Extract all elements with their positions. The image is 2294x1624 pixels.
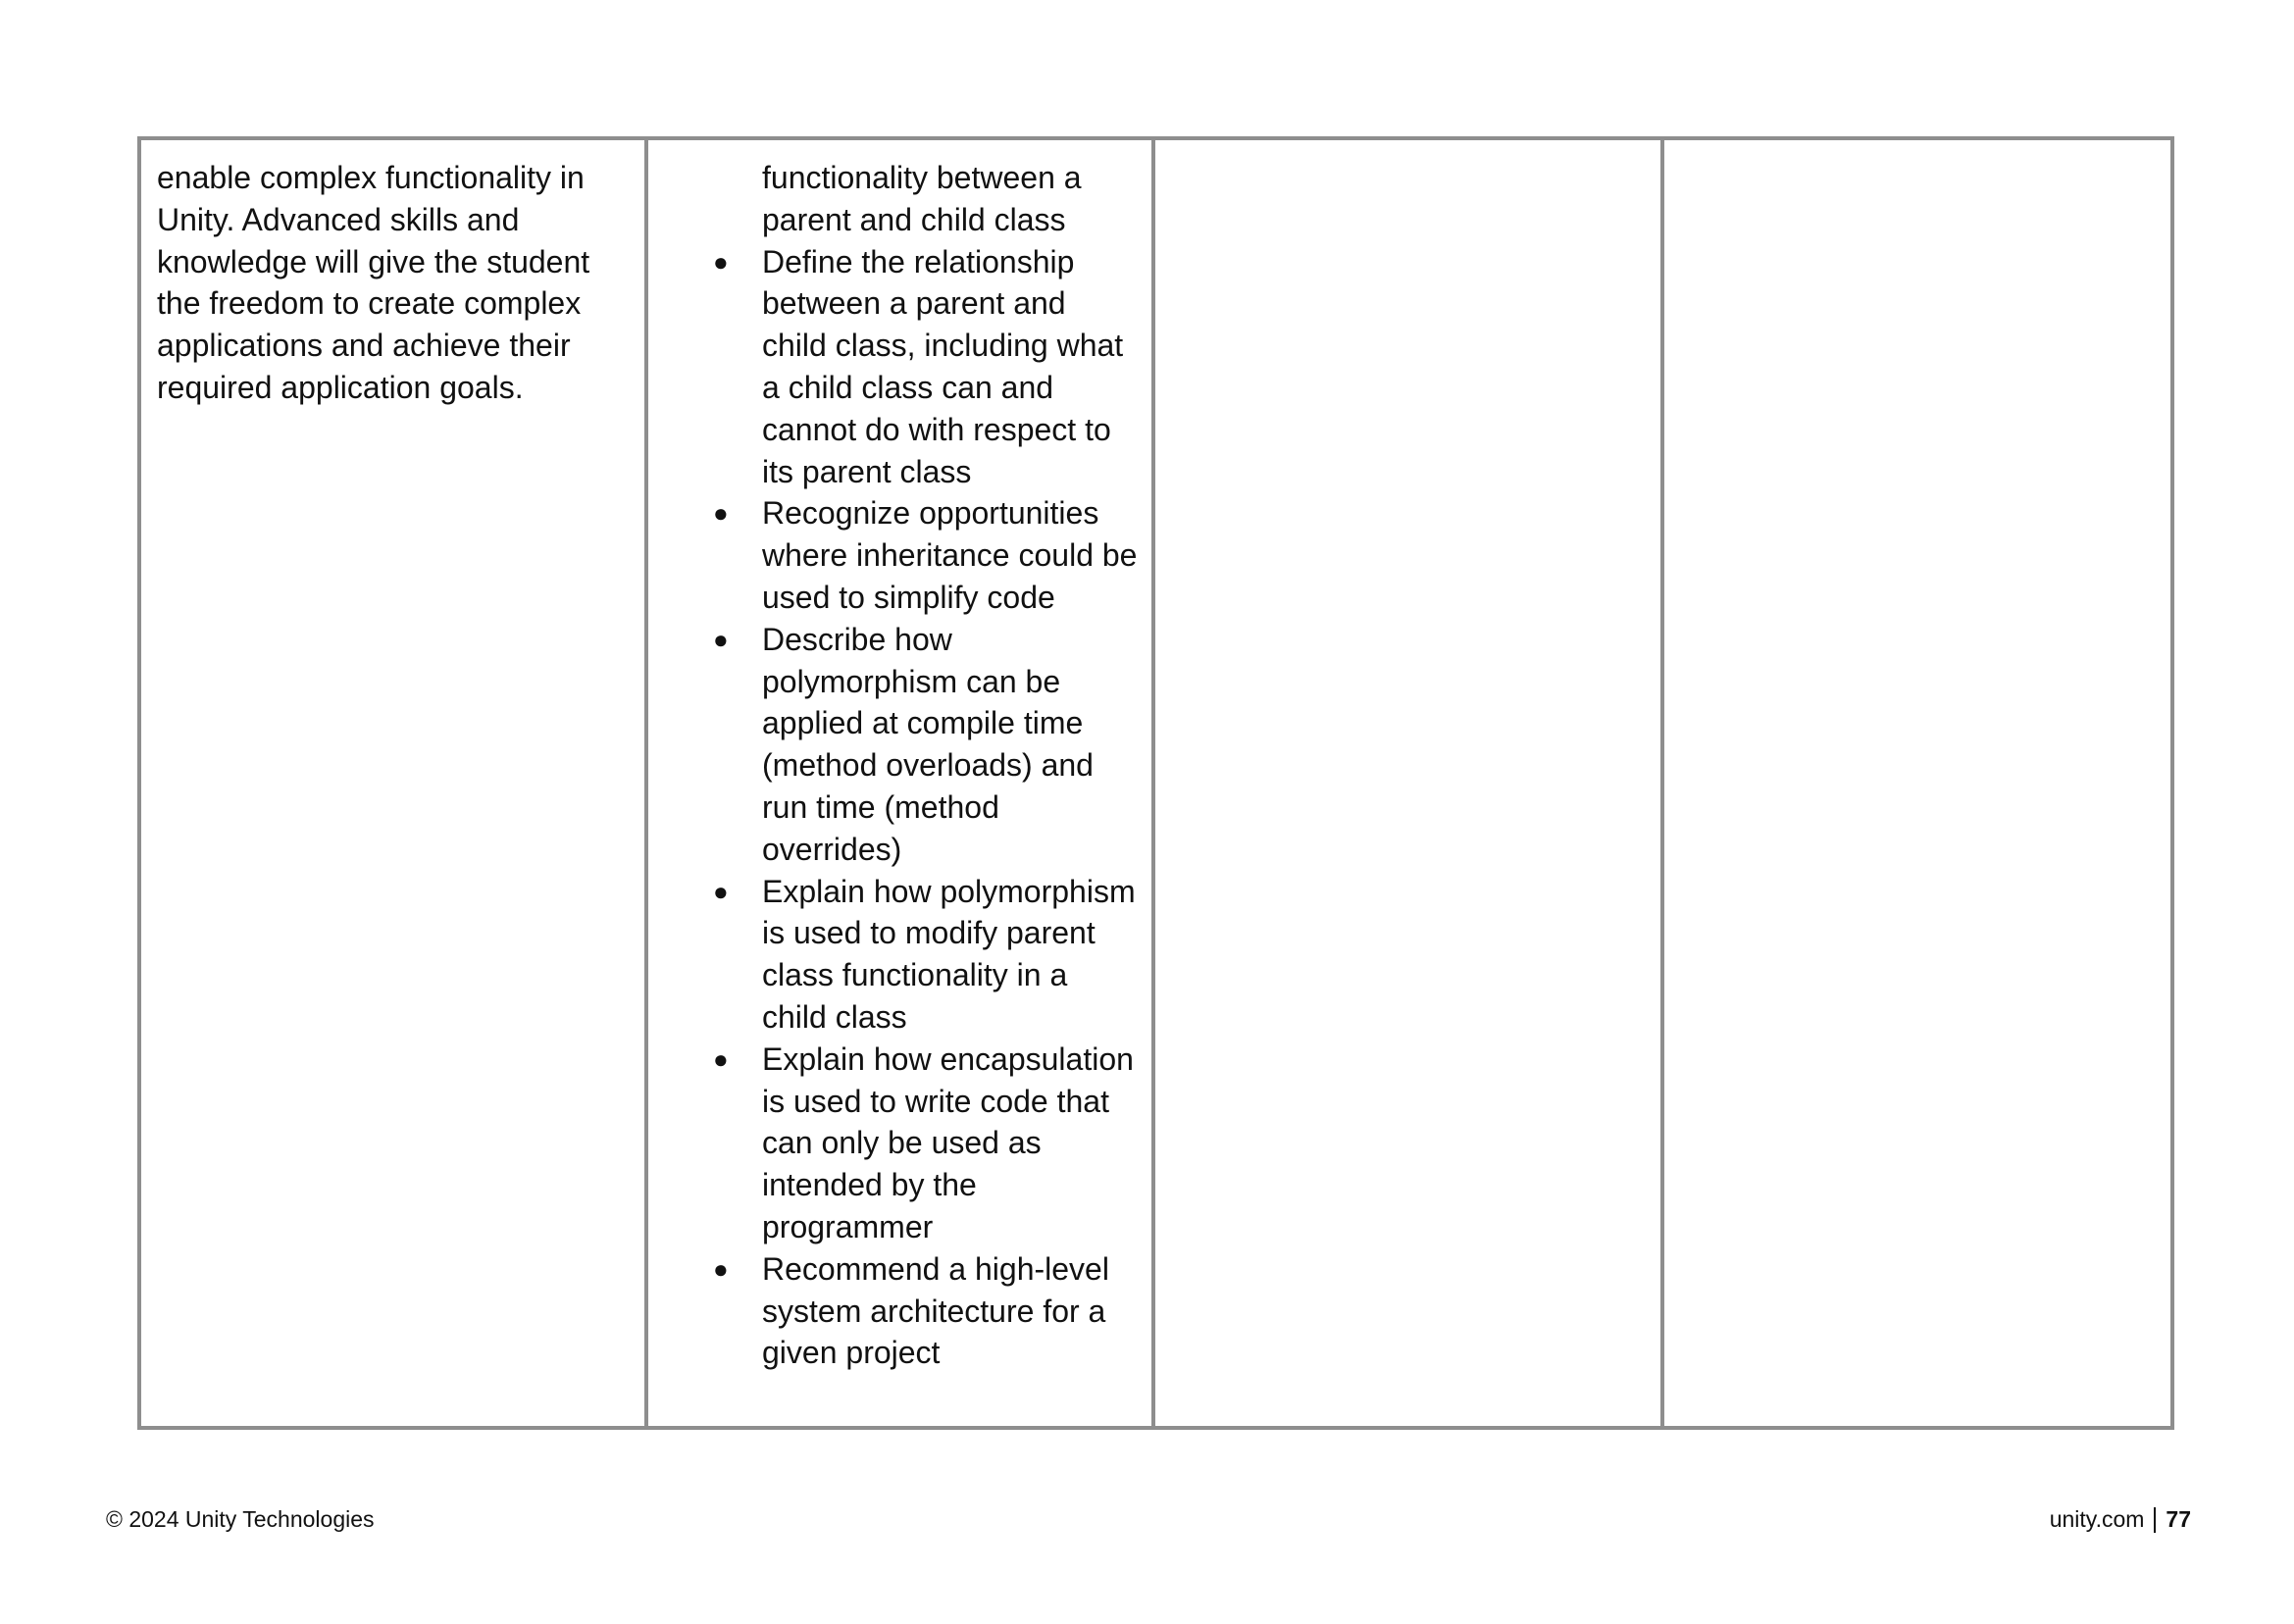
site-link[interactable]: unity.com <box>2049 1506 2145 1532</box>
bullet-icon: ● <box>713 498 729 529</box>
description-text: enable complex functionality in Unity. Advanced skills and knowledge will give the student the freedom to create complex applications and achieve their required application goals. <box>157 160 590 405</box>
list-item <box>648 1248 1138 1374</box>
list-item-text: Explain how encapsulation is used to write code that can only be used as intended by the programmer <box>762 1040 1134 1244</box>
copyright-footer: © 2024 Unity Technologies <box>106 1506 375 1532</box>
list-item <box>648 619 1138 871</box>
footer-divider <box>2154 1507 2156 1533</box>
list-item <box>648 492 1138 618</box>
list-item-text: Explain how polymorphism is used to modify parent class functionality in a child class <box>762 873 1136 1035</box>
list-item-text: Recognize opportunities where inheritance could be used to simplify code <box>762 495 1138 615</box>
table-cell-description <box>139 138 646 1428</box>
table-cell-empty-3 <box>1153 138 1662 1428</box>
objectives-list <box>648 241 1138 1375</box>
bullet-icon: ● <box>713 1253 729 1284</box>
bullet-icon: ● <box>713 1043 729 1074</box>
page-footer <box>2050 1506 2191 1533</box>
empty-cell-text <box>1155 140 1660 157</box>
objectives-list-container <box>648 140 1151 1374</box>
table-cell-empty-4 <box>1662 138 2172 1428</box>
continued-bullet-text: functionality between a parent and child class <box>762 160 1082 237</box>
page-number: 77 <box>2166 1506 2191 1532</box>
list-item-text: Define the relationship between a parent and child class, including what a child class can and cannot do with respect to its parent class <box>762 243 1124 489</box>
list-item-text: Recommend a high-level system architecture for a given project <box>762 1250 1109 1371</box>
table-row <box>139 138 2172 1428</box>
table-cell-objectives <box>646 138 1153 1428</box>
list-item <box>648 241 1138 493</box>
bullet-icon: ● <box>713 876 729 906</box>
empty-cell-text <box>1664 140 2170 157</box>
list-item <box>648 871 1138 1039</box>
bullet-icon: ● <box>713 246 729 277</box>
bullet-icon: ● <box>713 624 729 654</box>
list-item <box>648 1039 1138 1248</box>
list-item-text: Describe how polymorphism can be applied at compile time (method overloads) and run time (method overrides) <box>762 621 1094 867</box>
content-table <box>137 136 2174 1430</box>
